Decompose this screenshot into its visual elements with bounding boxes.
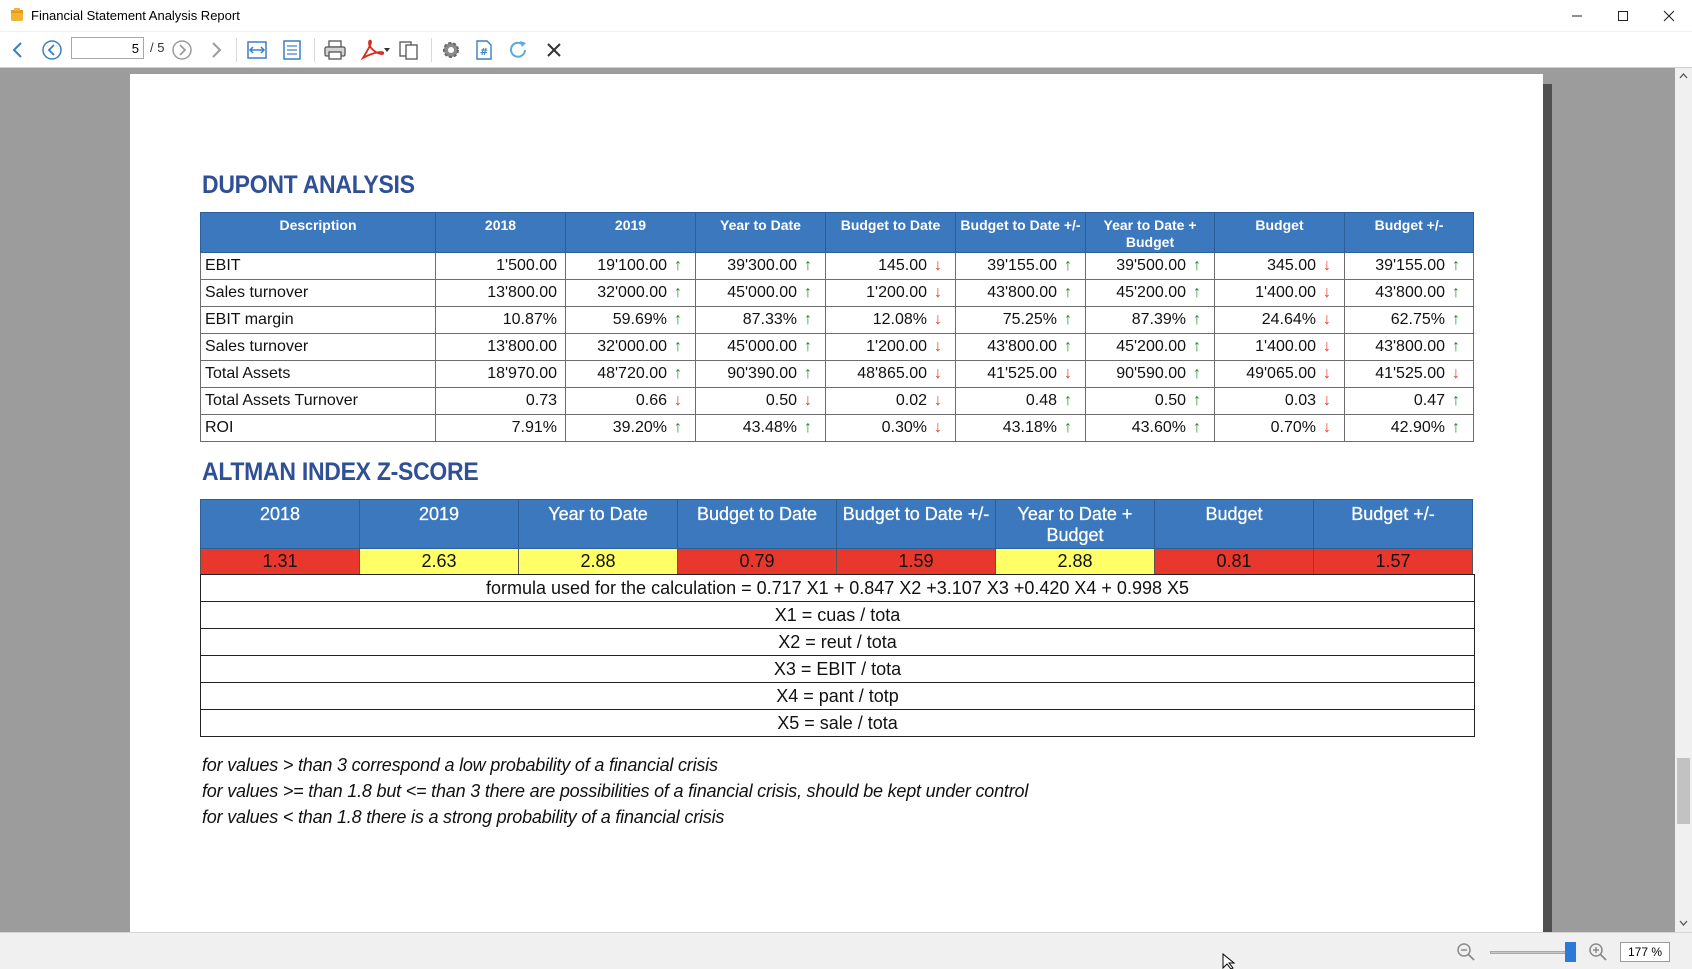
dupont-value: 1'200.00 (866, 338, 927, 355)
arrow-down-icon: ↓ (1323, 419, 1331, 436)
dupont-row (201, 334, 1474, 361)
arrow-up-icon: ↑ (804, 338, 812, 355)
altman-score-cell: 2.88 (519, 549, 678, 575)
dupont-value-cell (956, 307, 1086, 334)
dupont-value: 43.18% (1002, 419, 1057, 436)
dupont-value-cell (826, 388, 956, 415)
zoom-slider-track[interactable] (1490, 951, 1576, 954)
dupont-header-cell: 2019 (566, 213, 696, 253)
dupont-value-cell (566, 388, 696, 415)
arrow-up-icon: ↑ (804, 284, 812, 301)
altman-score-cell: 2.63 (360, 549, 519, 575)
zoom-slider-thumb[interactable] (1565, 942, 1576, 962)
dupont-value: 0.70% (1270, 419, 1316, 436)
dupont-value: 43'800.00 (1375, 338, 1445, 355)
refresh-icon[interactable] (506, 38, 530, 62)
arrow-up-icon: ↑ (1193, 338, 1201, 355)
dupont-value-cell (1345, 253, 1474, 280)
altman-score-cell: 1.57 (1314, 549, 1473, 575)
dupont-value-cell (696, 280, 826, 307)
arrow-down-icon: ↓ (934, 365, 942, 382)
arrow-down-icon: ↓ (1323, 392, 1331, 409)
dupont-value: 45'200.00 (1116, 284, 1186, 301)
altman-heading: ALTMAN INDEX Z-SCORE (202, 458, 479, 486)
altman-header-cell: Budget (1155, 500, 1314, 549)
formula-text: formula used for the calculation = 0.717 X1 + 0.847 X2 +3.107 X3 +0.420 X4 + 0.998 X5 (201, 575, 1475, 602)
previous-page-icon[interactable] (40, 38, 64, 62)
dupont-header-cell: Description (201, 213, 436, 253)
arrow-down-icon: ↓ (674, 392, 682, 409)
dupont-value: 39'155.00 (987, 257, 1057, 274)
altman-score-cell: 0.81 (1155, 549, 1314, 575)
svg-text:#: # (479, 47, 489, 58)
arrow-up-icon: ↑ (1193, 392, 1201, 409)
arrow-up-icon: ↑ (1452, 392, 1460, 409)
altman-header-cell: Year to Date (519, 500, 678, 549)
dupont-value: 75.25% (1002, 311, 1057, 328)
altman-header-cell: Budget to Date +/- (837, 500, 996, 549)
arrow-up-icon: ↑ (1064, 284, 1072, 301)
dupont-value-cell (956, 253, 1086, 280)
dupont-value: 32'000.00 (597, 284, 667, 301)
dupont-row-label: EBIT margin (201, 307, 436, 334)
dupont-value: 45'000.00 (727, 284, 797, 301)
dupont-header-row (201, 213, 1474, 253)
dupont-value: 43'800.00 (987, 284, 1057, 301)
dupont-value: 12.08% (872, 311, 927, 328)
dupont-header-cell: Budget to Date +/- (956, 213, 1086, 253)
dupont-value: 43'800.00 (1375, 284, 1445, 301)
dupont-value-cell (1345, 307, 1474, 334)
arrow-up-icon: ↑ (804, 257, 812, 274)
dupont-row (201, 388, 1474, 415)
status-bar (0, 932, 1692, 969)
arrow-down-icon: ↓ (934, 284, 942, 301)
arrow-down-icon: ↓ (1323, 338, 1331, 355)
arrow-up-icon: ↑ (674, 419, 682, 436)
dupont-value-cell (696, 334, 826, 361)
arrow-up-icon: ↑ (674, 257, 682, 274)
dupont-value-cell (1086, 415, 1215, 442)
dupont-value: 48'720.00 (597, 365, 667, 382)
altman-score-cell: 0.79 (678, 549, 837, 575)
formula-variable: X3 = EBIT / tota (201, 656, 1475, 683)
arrow-up-icon: ↑ (1452, 419, 1460, 436)
altman-score-table (200, 499, 1473, 575)
formula-variable-row (201, 656, 1475, 683)
zoom-out-icon[interactable] (1456, 942, 1476, 962)
dupont-value: 43.48% (742, 419, 797, 436)
arrow-down-icon: ↓ (934, 392, 942, 409)
dupont-value-cell (566, 361, 696, 388)
arrow-up-icon: ↑ (674, 338, 682, 355)
page-total-label: / 5 (150, 40, 165, 55)
arrow-down-icon: ↓ (1323, 311, 1331, 328)
print-icon[interactable] (322, 38, 348, 62)
dupont-value: 145.00 (878, 257, 927, 274)
arrow-up-icon: ↑ (1452, 284, 1460, 301)
dupont-value-cell (436, 253, 566, 280)
note-low-probability: for values > than 3 correspond a low probability of a financial crisis (202, 755, 718, 775)
dupont-value: 39'500.00 (1116, 257, 1186, 274)
dupont-row-label: ROI (201, 415, 436, 442)
dupont-value-cell (566, 415, 696, 442)
dupont-value-cell (1215, 361, 1345, 388)
dupont-value-cell (566, 253, 696, 280)
dupont-value: 87.33% (742, 311, 797, 328)
dupont-value: 0.50 (765, 392, 797, 409)
forward-arrow-icon[interactable] (206, 38, 226, 62)
dupont-value-cell (1345, 415, 1474, 442)
dupont-value: 41'525.00 (987, 365, 1057, 382)
dupont-value: 45'200.00 (1116, 338, 1186, 355)
dupont-value: 10.87% (502, 311, 557, 328)
dupont-value: 18'970.00 (487, 365, 557, 382)
copy-pages-icon[interactable] (396, 38, 422, 62)
dupont-value-cell (1345, 280, 1474, 307)
arrow-up-icon: ↑ (1193, 257, 1201, 274)
dupont-value: 345.00 (1267, 257, 1316, 274)
dupont-value-cell (956, 415, 1086, 442)
arrow-down-icon: ↓ (1064, 365, 1072, 382)
dupont-value: 32'000.00 (597, 338, 667, 355)
dupont-value: 0.73 (525, 392, 557, 409)
dupont-value-cell (956, 280, 1086, 307)
arrow-down-icon: ↓ (1323, 257, 1331, 274)
altman-score-row (201, 549, 1473, 575)
formula-variable-row (201, 629, 1475, 656)
scroll-down-icon[interactable] (1679, 920, 1688, 927)
toolbar (0, 32, 1692, 68)
arrow-down-icon: ↓ (1452, 365, 1460, 382)
dupont-header-cell: Budget to Date (826, 213, 956, 253)
dupont-header-cell: Budget (1215, 213, 1345, 253)
formula-variable: X5 = sale / tota (201, 710, 1475, 737)
dupont-header-cell: Year to Date + Budget (1086, 213, 1215, 253)
dupont-value: 0.66 (635, 392, 667, 409)
arrow-down-icon: ↓ (934, 311, 942, 328)
formula-variable: X4 = pant / totp (201, 683, 1475, 710)
next-page-icon[interactable] (170, 38, 194, 62)
title-bar (0, 0, 1692, 32)
dupont-value-cell (1086, 361, 1215, 388)
arrow-up-icon: ↑ (1064, 311, 1072, 328)
altman-header-row (201, 500, 1473, 549)
formula-variable: X1 = cuas / tota (201, 602, 1475, 629)
dupont-value-cell (956, 334, 1086, 361)
dupont-value: 90'590.00 (1116, 365, 1186, 382)
dupont-value: 13'800.00 (487, 338, 557, 355)
arrow-up-icon: ↑ (674, 311, 682, 328)
dupont-header-cell: Year to Date (696, 213, 826, 253)
arrow-down-icon: ↓ (804, 392, 812, 409)
dupont-value-cell (1215, 307, 1345, 334)
fit-page-icon[interactable] (280, 38, 304, 62)
dupont-value: 0.47 (1413, 392, 1445, 409)
dupont-value-cell (436, 307, 566, 334)
dupont-value-cell (1086, 334, 1215, 361)
arrow-down-icon: ↓ (934, 338, 942, 355)
maximize-button[interactable] (1600, 0, 1646, 32)
dupont-value-cell (436, 280, 566, 307)
zoom-level-field[interactable]: 177 % (1620, 942, 1670, 962)
formula-variable-row (201, 602, 1475, 629)
dupont-value-cell (1345, 388, 1474, 415)
vertical-scrollbar[interactable] (1675, 68, 1692, 932)
zoom-in-icon[interactable] (1588, 942, 1608, 962)
dupont-value-cell (1215, 253, 1345, 280)
pdf-export-icon[interactable] (358, 38, 392, 62)
dupont-value-cell (826, 415, 956, 442)
dupont-value-cell (696, 253, 826, 280)
dupont-value-cell (826, 253, 956, 280)
formula-variable-row (201, 683, 1475, 710)
arrow-up-icon: ↑ (1064, 392, 1072, 409)
arrow-up-icon: ↑ (1452, 311, 1460, 328)
dupont-value-cell (826, 307, 956, 334)
dupont-value-cell (826, 334, 956, 361)
dupont-value-cell (1086, 253, 1215, 280)
dupont-value: 43'800.00 (987, 338, 1057, 355)
minimize-button[interactable] (1554, 0, 1600, 32)
dupont-row-label: Sales turnover (201, 280, 436, 307)
altman-score-cell: 1.59 (837, 549, 996, 575)
dupont-value: 43.60% (1131, 419, 1186, 436)
altman-score-cell: 2.88 (996, 549, 1155, 575)
dupont-value: 42.90% (1390, 419, 1445, 436)
arrow-up-icon: ↑ (1193, 311, 1201, 328)
dupont-value-cell (436, 361, 566, 388)
dupont-value: 0.48 (1025, 392, 1057, 409)
dupont-value-cell (566, 334, 696, 361)
arrow-up-icon: ↑ (1452, 257, 1460, 274)
arrow-down-icon: ↓ (934, 419, 942, 436)
dupont-value: 1'500.00 (496, 257, 557, 274)
dupont-header-cell: Budget +/- (1345, 213, 1474, 253)
dupont-row (201, 361, 1474, 388)
dupont-value: 90'390.00 (727, 365, 797, 382)
dupont-value: 87.39% (1131, 311, 1186, 328)
formula-table (200, 574, 1475, 737)
arrow-up-icon: ↑ (674, 284, 682, 301)
altman-header-cell: 2018 (201, 500, 360, 549)
dupont-value: 13'800.00 (487, 284, 557, 301)
scroll-up-icon[interactable] (1679, 72, 1688, 79)
close-window-button[interactable] (1646, 0, 1692, 32)
dupont-value: 0.30% (881, 419, 927, 436)
arrow-up-icon: ↑ (804, 419, 812, 436)
arrow-down-icon: ↓ (934, 257, 942, 274)
dupont-value: 48'865.00 (857, 365, 927, 382)
dupont-value: 7.91% (511, 419, 557, 436)
altman-header-cell: 2019 (360, 500, 519, 549)
dupont-row-label: EBIT (201, 253, 436, 280)
formula-variable-row (201, 710, 1475, 737)
dupont-value: 1'400.00 (1255, 284, 1316, 301)
dupont-value-cell (1345, 361, 1474, 388)
dupont-row (201, 253, 1474, 280)
back-arrow-icon[interactable] (8, 38, 28, 62)
dupont-value: 19'100.00 (597, 257, 667, 274)
arrow-up-icon: ↑ (804, 365, 812, 382)
dupont-value: 62.75% (1390, 311, 1445, 328)
dupont-value: 41'525.00 (1375, 365, 1445, 382)
altman-header-cell: Budget +/- (1314, 500, 1473, 549)
dupont-value-cell (956, 388, 1086, 415)
arrow-up-icon: ↑ (1064, 419, 1072, 436)
arrow-up-icon: ↑ (1193, 365, 1201, 382)
dupont-value: 59.69% (612, 311, 667, 328)
altman-header-cell: Budget to Date (678, 500, 837, 549)
altman-header-cell: Year to Date + Budget (996, 500, 1155, 549)
note-strong-probability: for values < than 1.8 there is a strong probability of a financial crisis (202, 807, 725, 827)
dupont-value-cell (1086, 280, 1215, 307)
dupont-value-cell (696, 388, 826, 415)
dupont-value: 39'300.00 (727, 257, 797, 274)
arrow-down-icon: ↓ (1323, 284, 1331, 301)
arrow-up-icon: ↑ (1064, 338, 1072, 355)
dupont-value-cell (566, 307, 696, 334)
dupont-value-cell (436, 334, 566, 361)
arrow-up-icon: ↑ (804, 311, 812, 328)
dupont-row-label: Sales turnover (201, 334, 436, 361)
dupont-value: 0.03 (1284, 392, 1316, 409)
dupont-row (201, 307, 1474, 334)
scrollbar-thumb[interactable] (1677, 758, 1690, 824)
dupont-value-cell (436, 388, 566, 415)
dupont-value: 0.02 (895, 392, 927, 409)
dupont-value-cell (566, 280, 696, 307)
dupont-value-cell (1345, 334, 1474, 361)
page-number-icon[interactable] (472, 38, 496, 62)
note-possible-crisis: for values >= than 1.8 but <= than 3 there are possibilities of a financial crisis, should be kept under control (202, 781, 1029, 801)
dupont-value-cell (1215, 334, 1345, 361)
arrow-up-icon: ↑ (1193, 419, 1201, 436)
dupont-value: 1'400.00 (1255, 338, 1316, 355)
arrow-up-icon: ↑ (1452, 338, 1460, 355)
page-number-input[interactable] (71, 37, 144, 59)
dupont-row (201, 415, 1474, 442)
dupont-value: 0.50 (1154, 392, 1186, 409)
fit-width-icon[interactable] (245, 38, 269, 62)
dupont-row-label: Total Assets Turnover (201, 388, 436, 415)
dupont-value-cell (696, 361, 826, 388)
dupont-value: 24.64% (1261, 311, 1316, 328)
dupont-value-cell (956, 361, 1086, 388)
altman-score-cell: 1.31 (201, 549, 360, 575)
dupont-value: 39'155.00 (1375, 257, 1445, 274)
mouse-cursor-icon (1222, 953, 1236, 969)
dupont-row (201, 280, 1474, 307)
dupont-value-cell (1086, 388, 1215, 415)
formula-variable: X2 = reut / tota (201, 629, 1475, 656)
arrow-up-icon: ↑ (674, 365, 682, 382)
dupont-heading: DUPONT ANALYSIS (202, 171, 415, 199)
dupont-value-cell (826, 280, 956, 307)
dupont-row-label: Total Assets (201, 361, 436, 388)
arrow-up-icon: ↑ (1193, 284, 1201, 301)
settings-icon[interactable] (438, 38, 464, 62)
arrow-down-icon: ↓ (1323, 365, 1331, 382)
app-icon (9, 7, 25, 23)
close-icon[interactable] (542, 38, 566, 62)
dupont-table (200, 212, 1474, 442)
dupont-value-cell (1215, 280, 1345, 307)
dupont-value: 45'000.00 (727, 338, 797, 355)
dupont-value-cell (1086, 307, 1215, 334)
arrow-up-icon: ↑ (1064, 257, 1072, 274)
dupont-value: 39.20% (612, 419, 667, 436)
dupont-value-cell (1215, 388, 1345, 415)
dupont-value-cell (696, 307, 826, 334)
dupont-value-cell (696, 415, 826, 442)
dupont-value-cell (1215, 415, 1345, 442)
dupont-value: 1'200.00 (866, 284, 927, 301)
dupont-value-cell (826, 361, 956, 388)
dupont-value: 49'065.00 (1246, 365, 1316, 382)
window-title: Financial Statement Analysis Report (31, 8, 240, 23)
dupont-value-cell (436, 415, 566, 442)
dupont-header-cell: 2018 (436, 213, 566, 253)
